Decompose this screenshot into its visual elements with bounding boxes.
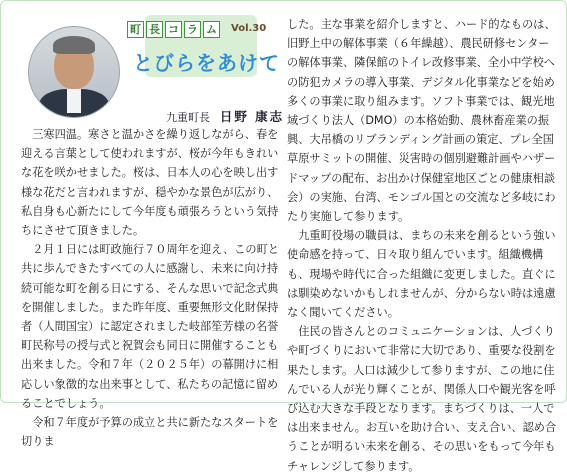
right-column (287, 15, 559, 476)
column-title-row (127, 21, 220, 38)
left-column (21, 125, 283, 451)
volume-number: Vol.30 (231, 23, 267, 34)
column-header (123, 15, 280, 89)
paragraph: 九重町役場の職員は、まちの未来を創るという強い使命感を持って、日々取り組んでいます。組織機構も、現場や時代に合った組織に変更しました。直ぐには馴染めないかもしれませんが、分からない時は遠慮なく聞いてください。 (287, 229, 556, 320)
title-char: 長 (146, 21, 163, 38)
paragraph: 住民の皆さんとのコミュニケーションは、人づくりや町づくりにおいて非常に大切であり、重要な役割を果たします。人口は減少して参りますが、この地に住んでいる人が光り輝くことが、関係人口や観光客を呼び込む大きな手段となります。まちづくりは、一人では出来ません。お互いを助け合い、支え合い、認め合うことが明るい未来を創る、その思いをもって今年もチャレンジして参ります。 (287, 325, 557, 473)
title-char: ム (203, 21, 220, 38)
paragraph: した。主な事業を紹介しますと、ハード的なものは、旧野上中の解体事業（６年繰越）、農民研修センターの解体事業、隣保館のトイレ改修事業、全小中学校への防犯カメラの導入事業、デジタル化事業などを始め多くの事業に取り組みます。ソフト事業では、観光地域づくり法人（DMO）の本格始動、農林畜産業の振興、大吊橋のリブランディング計画の策定、プレ全国草原サミットの開催、災害時の個別避難計画やハザードマップの配布、お出かけ保健室地区ごとの健康相談会）の実施、台湾、モンゴル国との交流など多岐にわたり実施して参ります。 (287, 18, 556, 224)
column-title: とびらをあけて (133, 51, 280, 75)
author-name: 日野 康志 (219, 109, 285, 124)
author-position: 九重町長 (166, 111, 210, 124)
photo-hair (53, 36, 95, 54)
paragraph: 三寒四温。寒さと温かさを繰り返しながら、春を迎える言葉として使われますが、桜が今年もきれいな花を咲かせました。桜は、日本人の心を映し出す様な花だと言われますが、穏やかな景色が広がり、私自身も心新たにして今年度も頑張ろうという気持ちにさせて頂きました。 (21, 128, 279, 238)
title-char: ラ (184, 21, 201, 38)
photo-shirt (67, 89, 81, 113)
author-line (166, 107, 284, 125)
paragraph: ２月１日には町政施行７０周年を迎え、この町と共に歩んできたすべての人に感謝し、未来に向け持続可能な町を創る日にする、そんな思いで記念式典を開催しました。また昨年度、重要無形文化財保持者（人間国宝）に認定されました岐部笙芳様の名誉町民称号の授与式と祝賀会も同日に開催することも出来ました。令和７年（２０２５年）の幕開けに相応しい象徴的な出来事として、私たちの記憶に留めることでしょう。 (21, 243, 279, 410)
title-char: コ (165, 21, 182, 38)
mayor-photo (28, 26, 120, 118)
title-char: 町 (127, 21, 144, 38)
paragraph: 令和７年度が予算の成立と共に新たなスタートを切りま (21, 416, 279, 449)
